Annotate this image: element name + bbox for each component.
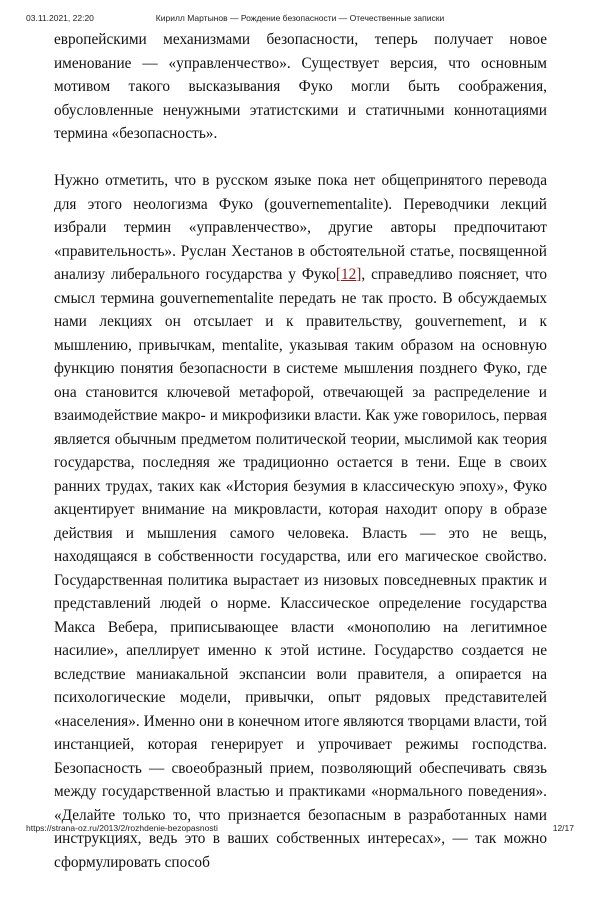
print-page-number: 12/17	[552, 823, 574, 833]
paragraph-2	[54, 169, 547, 874]
print-url: https://strana-oz.ru/2013/2/rozhdenie-bezopasnosti	[26, 823, 218, 833]
footnote-12-link[interactable]	[336, 266, 362, 283]
paragraph-2-text-after-footnote: , справедливо поясняет, что смысл термина gouvernementalite передать не так просто. В обсуждаемых нами лекциях он отсылает и к правительству, gouvernement, и к мышлению, привычкам, mentalite, указывая таким образом на основную функцию понятия безопасности в системе мышления позднего Фуко, где она становится ключевой метафорой, отвечающей за распределение и взаимодействие макро- и микрофизики власти. Как уже говорилось, первая является обычным предметом политической теории, мыслимой как теория государства, последняя же традиционно остается в тени. Еще в своих ранних трудах, таких как «История безумия в классическую эпоху», Фуко акцентирует внимание на микровласти, которая находит опору в образе действия и мышления самого человека. Власть — это не вещь, находящаяся в собственности государства, или его магическое свойство. Государственная политика вырастает из низовых повседневных практик и представлений людей о норме. Классическое определение государства Макса Вебера, приписывающее власти «монополию на легитимное насилие», апеллирует именно к этой истине. Государство создается не вследствие маниакальной экспансии воли правителя, а опирается на психологические модели, привычки, опыт рядовых представителей «населения». Именно они в конечном итоге являются творцами власти, той инстанцией, которая генерирует и упрочивает режимы господства. Безопасность — своеобразный прием, позволяющий обеспечивать связь между государственной властью и практиками «нормального поведения». «Делайте только то, что признается безопасным в разработанных нами инструкциях, ведь это в ваших собственных интересах», — так можно сформулировать способ	[54, 266, 547, 871]
print-header	[26, 13, 574, 25]
footnote-close-bracket: ]	[356, 266, 362, 283]
footnote-number: 12	[340, 266, 357, 283]
paragraph-2-text-before-footnote: Нужно отметить, что в русском языке пока нет общепринятого перевода для этого неологизма Фуко (gouvernementalite). Переводчики лекций избрали термин «управленчество», другие авторы предпочитают «правительность». Руслан Хестанов в обстоятельной статье, посвященной анализу либерального государства у Фуко	[54, 172, 547, 283]
print-datetime: 03.11.2021, 22:20	[26, 13, 94, 23]
print-footer	[26, 823, 574, 835]
footnote-open-bracket: [	[335, 266, 341, 283]
article-body	[54, 28, 547, 898]
paragraph-1: европейскими механизмами безопасности, теперь получает новое именование — «управленчество». Существует версия, что основным мотивом такого высказывания Фуко могли быть соображения, обусловленные ненужными этатистскими и статичными коннотациями термина «безопасность».	[54, 31, 547, 142]
print-page-title: Кирилл Мартынов — Рождение безопасности — Отечественные записки	[155, 13, 445, 23]
